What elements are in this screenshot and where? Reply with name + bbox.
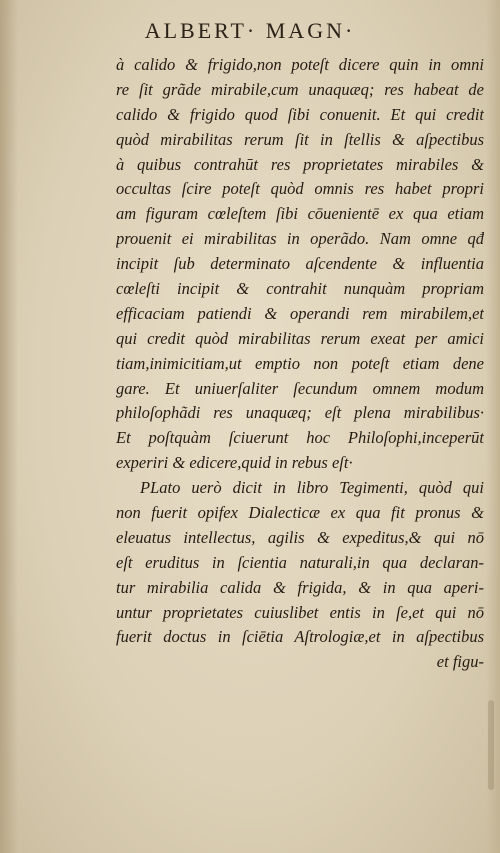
catchword: et figu‑ [436,652,484,672]
binding-gutter [0,0,18,853]
text-line: cœleſti incipit & contrahit nunquàm propriam [116,279,484,299]
text-line: Et poſtquàm ſciuerunt hoc Philoſophi,inceperūt [116,428,484,448]
body-text [116,53,484,675]
text-line: eleuatus intellectus, agilis & expeditus,& qui nō [116,527,484,547]
text-line: à quibus contrahūt res proprietates mirabiles & [116,154,484,174]
text-line: fuerit doctus in ſciētia Aſtrologiæ,et in aſpectibus [116,627,484,647]
text-line: non fuerit opifex Dialecticæ ex qua fit pronus & [116,503,484,523]
text-line: à calido & frigido,non poteſt dicere quin in omni [116,55,484,74]
text-line: quòd mirabilitas rerum ſit in ſtellis & aſpectibus [116,129,484,149]
page-stain [488,700,494,790]
text-line: calido & frigido quod ſibi conuenit. Et qui credit [116,104,484,124]
text-line: tur mirabilia calida & frigida, & in qua aperi‑ [116,577,484,597]
text-line: occultas ſcire poteſt quòd omnis res habet propri [116,179,484,199]
text-line: philoſophãdi res unaquæq; eſt plena mirabilibus· [116,403,484,423]
text-line: re ſit grãde mirabile,cum unaquæq; res habeat de [116,79,484,99]
text-line: gare. Et uniuerſaliter ſecundum omnem modum [116,378,484,398]
running-header: ALBERT· MAGN· [144,18,356,43]
paragraph-start-line: PLato uerò dicit in libro Tegimenti, quòd qui [140,478,484,498]
text-line: efficaciam patiendi & operandi rem mirabilem,et [116,303,484,323]
text-line: untur proprietates cuiuslibet entis in ſe,et qui nō [116,602,484,622]
text-line: tiam,inimicitiam,ut emptio non poteſt etiam dene [116,353,484,373]
text-line: experiri & edicere,quid in rebus eſt· [116,453,353,473]
text-line: prouenit ei mirabilitas in operãdo. Nam omne qđ [116,229,484,249]
text-line: incipit ſub determinato aſcendente & influentia [116,254,484,274]
text-line: eſt eruditus in ſcientia naturali,in qua declaran‑ [116,552,484,572]
text-line: am figuram cœleſtem ſibi cōuenientē ex qua etiam [116,204,484,224]
text-line: qui credit quòd mirabilitas rerum exeat per amici [116,328,484,348]
